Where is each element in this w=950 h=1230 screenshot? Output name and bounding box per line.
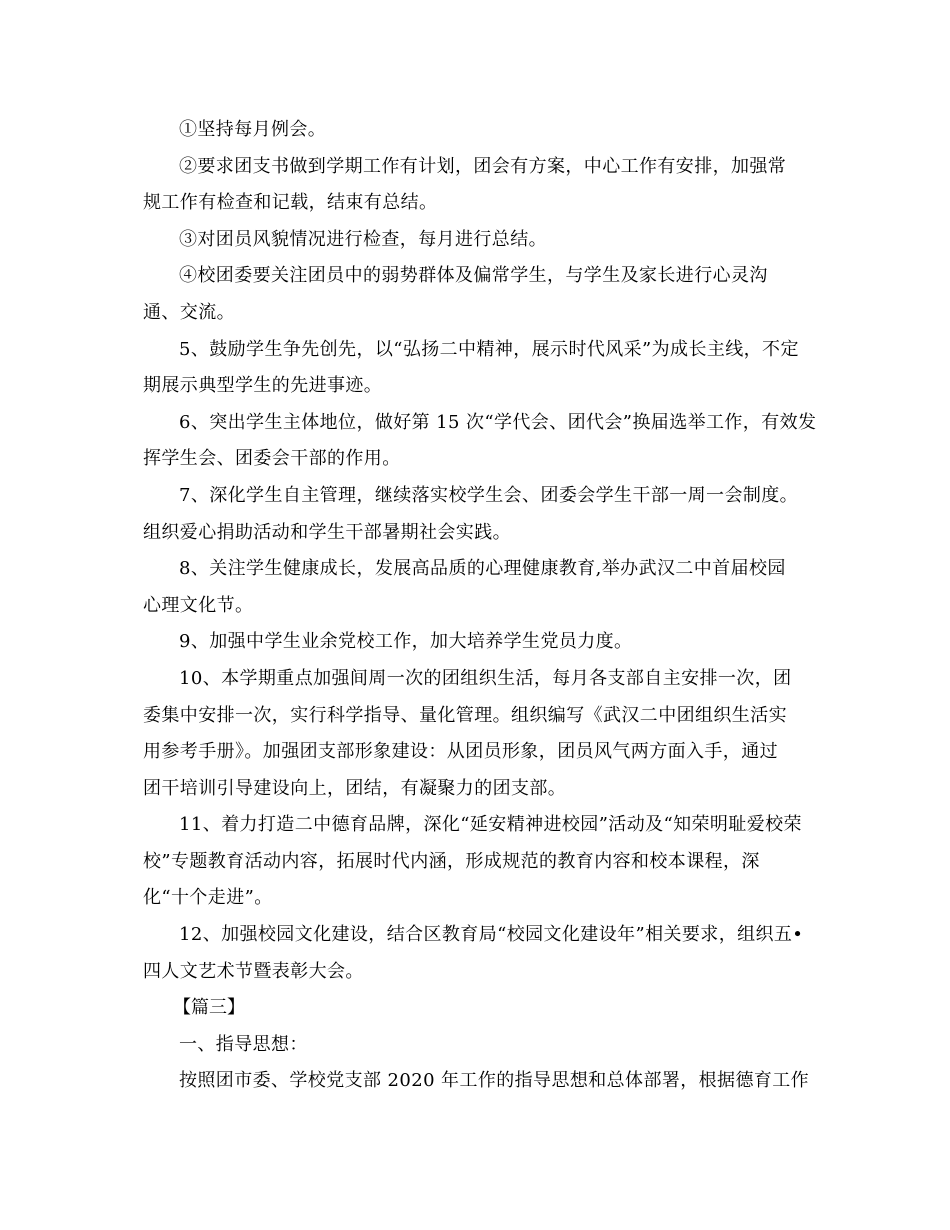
paragraph-item-10 <box>143 661 815 807</box>
text-line: 9、加强中学生业余党校工作，加大培养学生党员力度。 <box>179 631 633 653</box>
text-line: 挥学生会、团委会干部的作用。 <box>143 448 401 470</box>
paragraph-item-12 <box>143 917 815 990</box>
paragraph-item-7 <box>143 478 815 551</box>
text-line: 12、加强校园文化建设，结合区教育局“校园文化建设年”相关要求，组织五• <box>179 924 804 946</box>
text-line: 按照团市委、学校党支部 2020 年工作的指导思想和总体部署，根据德育工作 <box>179 1070 810 1092</box>
paragraph-item-11 <box>143 807 815 917</box>
text-line: 规工作有检查和记载，结束有总结。 <box>143 192 438 214</box>
subsection-title <box>143 1027 815 1064</box>
text-line: 6、突出学生主体地位，做好第 15 次“学代会、团代会”换届选举工作，有效发 <box>179 411 817 433</box>
text-line: 用参考手册》。加强团支部形象建设：从团员形象，团员风气两方面入手，通过 <box>143 741 778 763</box>
text-line: ①坚持每月例会。 <box>179 119 327 140</box>
paragraph-item-5 <box>143 332 815 405</box>
text-line: 7、深化学生自主管理，继续落实校学生会、团委会学生干部一周一会制度。 <box>179 484 799 506</box>
text-line: 校”专题教育活动内容，拓展时代内涵，形成规范的教育内容和校本课程，深 <box>143 850 760 872</box>
text-line: 8、关注学生健康成长，发展高品质的心理健康教育,举办武汉二中首届校园 <box>179 558 786 580</box>
document-body <box>143 112 815 1100</box>
text-line: 11、着力打造二中德育品牌，深化“延安精神进校园”活动及“知荣明耻爱校荣 <box>179 814 802 836</box>
text-line: 期展示典型学生的先进事迹。 <box>143 375 383 397</box>
text-line: 组织爱心捐助活动和学生干部暑期社会实践。 <box>143 521 511 543</box>
text-line: ④校团委要关注团员中的弱势群体及偏常学生，与学生及家长进行心灵沟 <box>179 265 768 287</box>
text-line: ②要求团支书做到学期工作有计划，团会有方案，中心工作有安排，加强常 <box>179 155 787 177</box>
paragraph-guiding-thought <box>143 1063 815 1100</box>
paragraph-branch-secretary-plan <box>143 149 815 222</box>
text-line: 一、指导思想： <box>179 1033 308 1055</box>
text-line: 心理文化节。 <box>143 594 254 616</box>
section-title: 【篇三】 <box>173 997 245 1019</box>
text-line: 四人文艺术节暨表彰大会。 <box>143 960 364 982</box>
text-line: ③对团员风貌情况进行检查，每月进行总结。 <box>179 228 547 250</box>
paragraph-item-9 <box>143 624 815 661</box>
text-line: 委集中安排一次，实行科学指导、量化管理。组织编写《武汉二中团组织生活实 <box>143 704 787 726</box>
text-line: 通、交流。 <box>143 301 235 323</box>
text-line: 化“十个走进”。 <box>143 887 273 909</box>
text-line: 10、本学期重点加强间周一次的团组织生活，每月各支部自主安排一次，团 <box>179 667 792 689</box>
paragraph-member-inspection <box>143 222 815 259</box>
paragraph-monthly-meeting <box>143 112 815 149</box>
text-line: 团干培训引导建设向上，团结，有凝聚力的团支部。 <box>143 777 567 799</box>
paragraph-item-6 <box>143 405 815 478</box>
paragraph-vulnerable-students <box>143 258 815 331</box>
text-line: 5、鼓励学生争先创先，以“弘扬二中精神，展示时代风采”为成长主线，不定 <box>179 338 799 360</box>
paragraph-item-8 <box>143 551 815 624</box>
